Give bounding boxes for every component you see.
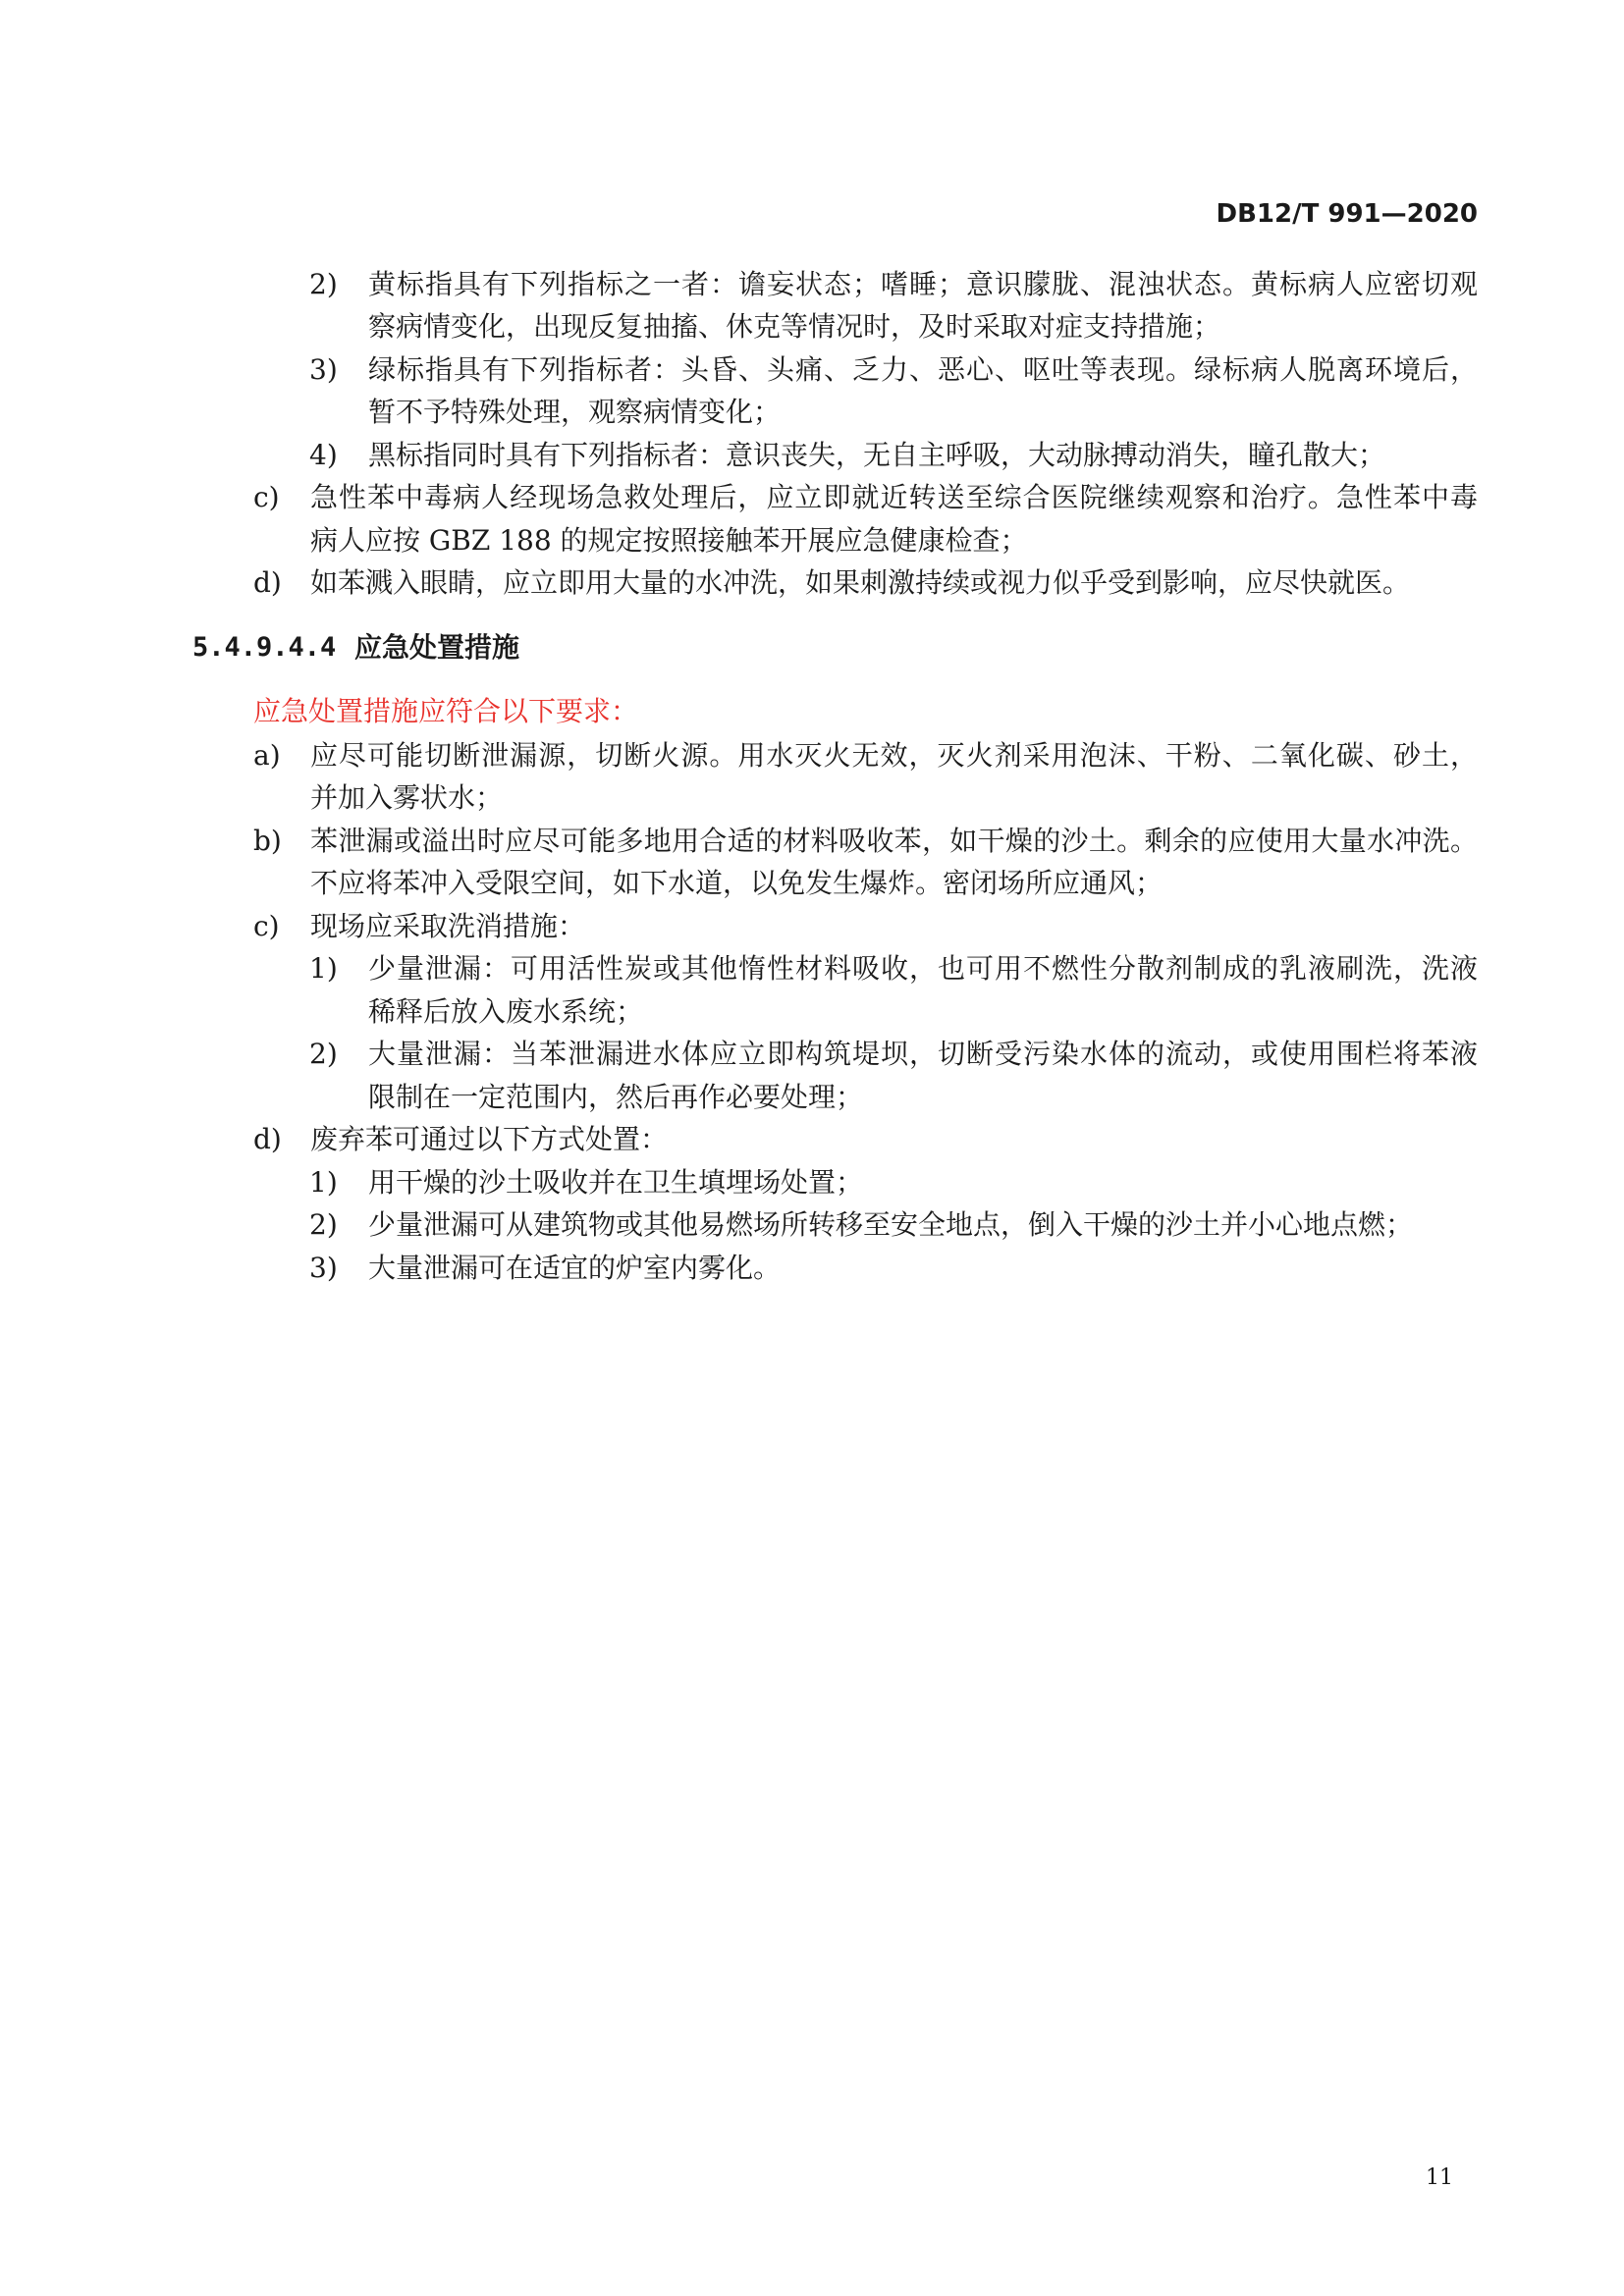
list-item-line: 并加入雾状水； (310, 781, 504, 814)
standard-number: DB12/T 991—2020 (1216, 199, 1478, 229)
list-item-line: 限制在一定范围内，然后再作必要处理； (368, 1081, 864, 1113)
list-item-marker: 3) (309, 353, 338, 386)
list-item-line: 稀释后放入废水系统； (368, 995, 644, 1028)
list-item-marker: c) (253, 910, 280, 942)
list-item-marker: 1) (309, 952, 338, 985)
list-item-line: 不应将苯冲入受限空间，如下水道，以免发生爆炸。密闭场所应通风； (310, 867, 1164, 899)
list-item-line: 少量泄漏：可用活性炭或其他惰性材料吸收，也可用不燃性分散剂制成的乳液刷洗，洗液 (368, 952, 1478, 985)
list-item-line: 苯泄漏或溢出时应尽可能多地用合适的材料吸收苯，如干燥的沙土。剩余的应使用大量水冲洗。 (310, 825, 1478, 857)
list-item-marker: a) (253, 739, 281, 772)
list-item-marker: 4) (309, 439, 338, 471)
list-item-line: 绿标指具有下列指标者：头昏、头痛、乏力、恶心、呕吐等表现。绿标病人脱离环境后， (368, 353, 1478, 386)
section-intro: 应急处置措施应符合以下要求： (253, 695, 639, 727)
list-item-line: 大量泄漏：当苯泄漏进水体应立即构筑堤坝，切断受污染水体的流动，或使用围栏将苯液 (368, 1038, 1478, 1070)
list-item-line: 废弃苯可通过以下方式处置： (310, 1123, 669, 1155)
list-item-line: 察病情变化，出现反复抽搐、休克等情况时，及时采取对症支持措施； (368, 310, 1221, 343)
list-item-line: 黑标指同时具有下列指标者：意识丧失，无自主呼吸，大动脉搏动消失，瞳孔散大； (368, 439, 1386, 471)
page-number: 11 (1426, 2165, 1453, 2190)
list-item-marker: 3) (309, 1252, 338, 1284)
list-item-marker: b) (253, 825, 282, 857)
list-item-line: 黄标指具有下列指标之一者：谵妄状态；嗜睡；意识朦胧、混浊状态。黄标病人应密切观 (368, 268, 1478, 300)
list-item-marker: c) (253, 481, 280, 513)
list-item-line: 如苯溅入眼睛，应立即用大量的水冲洗，如果刺激持续或视力似乎受到影响，应尽快就医。 (310, 566, 1411, 599)
list-item-line: 急性苯中毒病人经现场急救处理后，应立即就近转送至综合医院继续观察和治疗。急性苯中毒 (310, 481, 1478, 513)
list-item-marker: 2) (309, 1208, 338, 1241)
list-item-line: 暂不予特殊处理，观察病情变化； (368, 396, 782, 428)
list-item-line: 现场应采取洗消措施： (310, 910, 586, 942)
list-item-marker: 1) (309, 1166, 338, 1199)
list-item-marker: 2) (309, 268, 338, 300)
list-item-line: 用干燥的沙土吸收并在卫生填埋场处置； (368, 1166, 864, 1199)
list-item-marker: d) (253, 1123, 282, 1155)
list-item-line: 少量泄漏可从建筑物或其他易燃场所转移至安全地点，倒入干燥的沙土并小心地点燃； (368, 1208, 1414, 1241)
list-item-marker: 2) (309, 1038, 338, 1070)
list-item-marker: d) (253, 566, 282, 599)
section-title: 应急处置措施 (354, 631, 520, 664)
section-number: 5.4.9.4.4 (192, 632, 337, 663)
list-item-line: 应尽可能切断泄漏源，切断火源。用水灭火无效，灭火剂采用泡沫、干粉、二氧化碳、砂土， (310, 739, 1478, 772)
list-item-line: 病人应按 GBZ 188 的规定按照接触苯开展应急健康检查； (310, 524, 1028, 557)
list-item-line: 大量泄漏可在适宜的炉室内雾化。 (368, 1252, 782, 1284)
